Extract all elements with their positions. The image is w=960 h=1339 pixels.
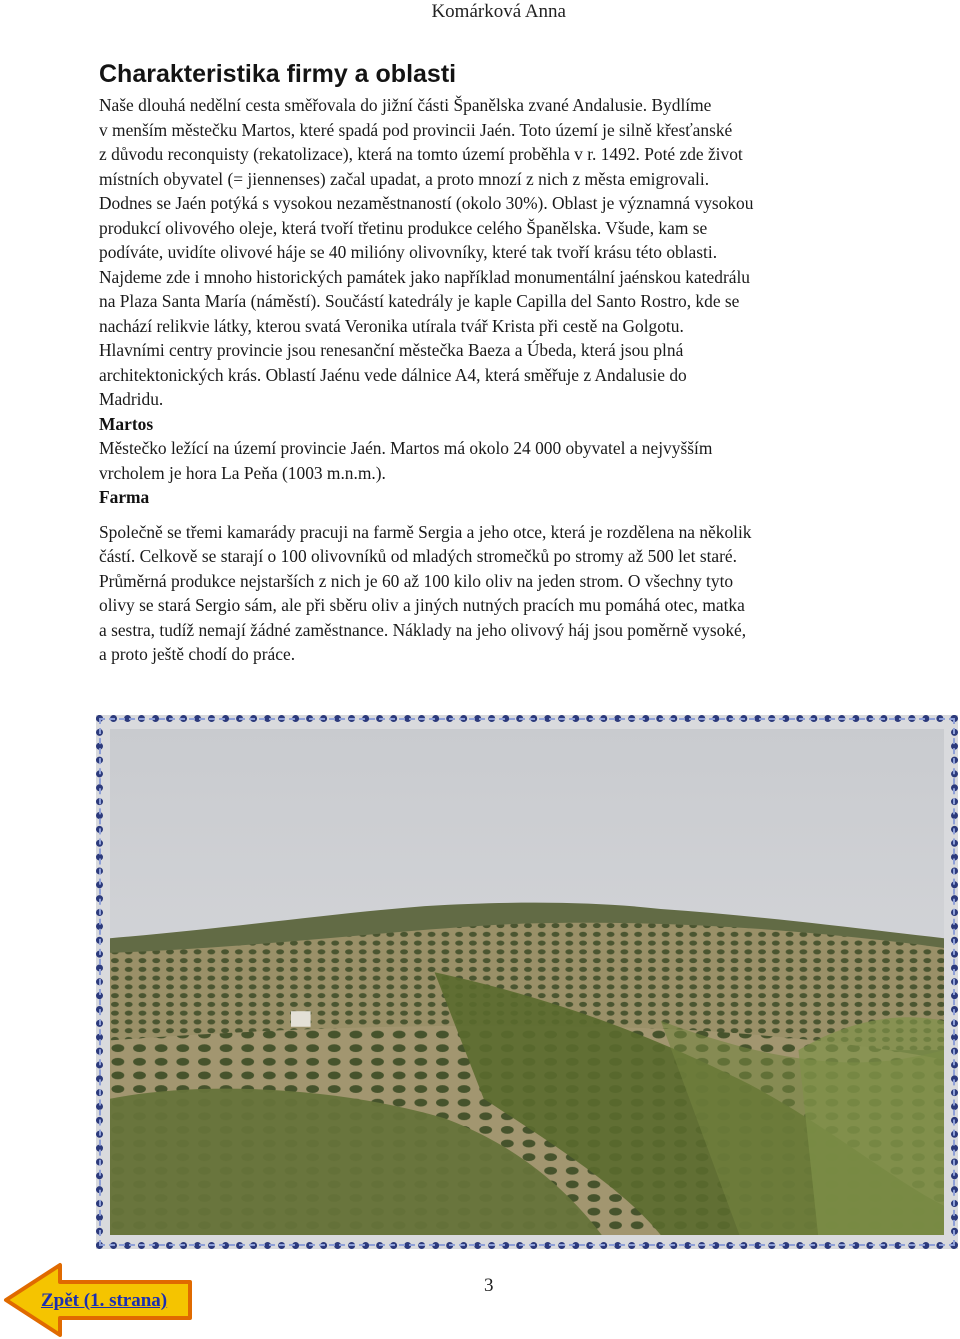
text-line: z důvodu reconquisty (rekatolizace), která na tomto území proběhla v r. 1492. Poté zde život — [99, 144, 743, 164]
text-line: a sestra, tudíž nemají žádné zaměstnance. Náklady na jeho olivový háj jsou poměrně vysoké, — [99, 619, 747, 640]
section-title: Charakteristika firmy a oblasti — [99, 60, 457, 88]
text-line: vrcholem je hora La Peňa (1003 m.n.m.). — [99, 462, 386, 483]
text-line: Městečko ležící na území provincie Jaén. Martos má okolo 24 000 obyvatel a nejvyšším — [99, 438, 713, 458]
olive-grove-photo — [110, 729, 944, 1235]
text-line: Společně se třemi kamarády pracuji na farmě Sergia a jeho otce, která je rozdělena na několik — [99, 521, 752, 542]
text-line: Najdeme zde i mnoho historických památek jako například monumentální jaénskou katedrálu — [99, 266, 750, 287]
text-line: podíváte, uvidíte olivové háje se 40 milióny olivovníky, které tak tvoří krásu této oblasti. — [99, 242, 718, 262]
landscape-image — [110, 729, 944, 1235]
farma-heading: Farma — [99, 487, 150, 507]
text-line: na Plaza Santa María (náměstí). Součástí katedrály je kaple Capilla del Santo Rostro, kde se — [99, 291, 740, 311]
text-line: místních obyvatel (= jiennenses) začal upadat, a proto mnozí z nich z města emigrovali. — [99, 168, 710, 189]
back-link[interactable]: Zpět (1. strana) — [41, 1290, 168, 1311]
text-line: produkcí olivového oleje, která tvoří třetinu produkce celého Španělska. Všude, kam se — [99, 217, 708, 238]
text-line: nachází relikvie látky, kterou svatá Veronika utírala tvář Krista při cestě na Golgotu. — [99, 315, 684, 336]
text-line: Hlavními centry provincie jsou renesanční městečka Baeza a Úbeda, která jsou plná — [99, 340, 684, 360]
header-author: Komárková Anna — [431, 1, 566, 22]
text-line: architektonických krás. Oblastí Jaénu vede dálnice A4, která směřuje z Andalusie do — [99, 364, 687, 385]
page-number: 3 — [484, 1275, 494, 1296]
text-line: Dodnes se Jaén potýká s vysokou nezaměstnaností (okolo 30%). Oblast je významná vysokou — [99, 193, 754, 213]
text-line: olivy se stará Sergio sám, ale při sběru oliv a jiných nutných pracích mu pomáhá otec, matka — [99, 595, 745, 615]
olive-grove-photo-frame — [96, 715, 958, 1249]
text-line: Madridu. — [99, 389, 164, 409]
text-line: a proto ještě chodí do práce. — [99, 644, 296, 664]
intro-paragraph — [99, 93, 889, 412]
text-line: Naše dlouhá nedělní cesta směřovala do jižní části Španělska zvané Andalusie. Bydlíme — [99, 95, 712, 115]
text-line: Průměrná produkce nejstarších z nich je 60 až 100 kilo oliv na jeden strom. O všechny tyto — [99, 570, 734, 591]
text-line: částí. Celkově se starají o 100 olivovníků od mladých stromečků po stromy až 500 let staré. — [99, 546, 738, 566]
martos-heading: Martos — [99, 413, 154, 434]
back-to-first-page-button[interactable] — [3, 1262, 193, 1338]
text-line: v menším městečku Martos, které spadá pod provincii Jaén. Toto území je silně křesťanské — [99, 119, 733, 140]
document-body — [99, 58, 889, 667]
